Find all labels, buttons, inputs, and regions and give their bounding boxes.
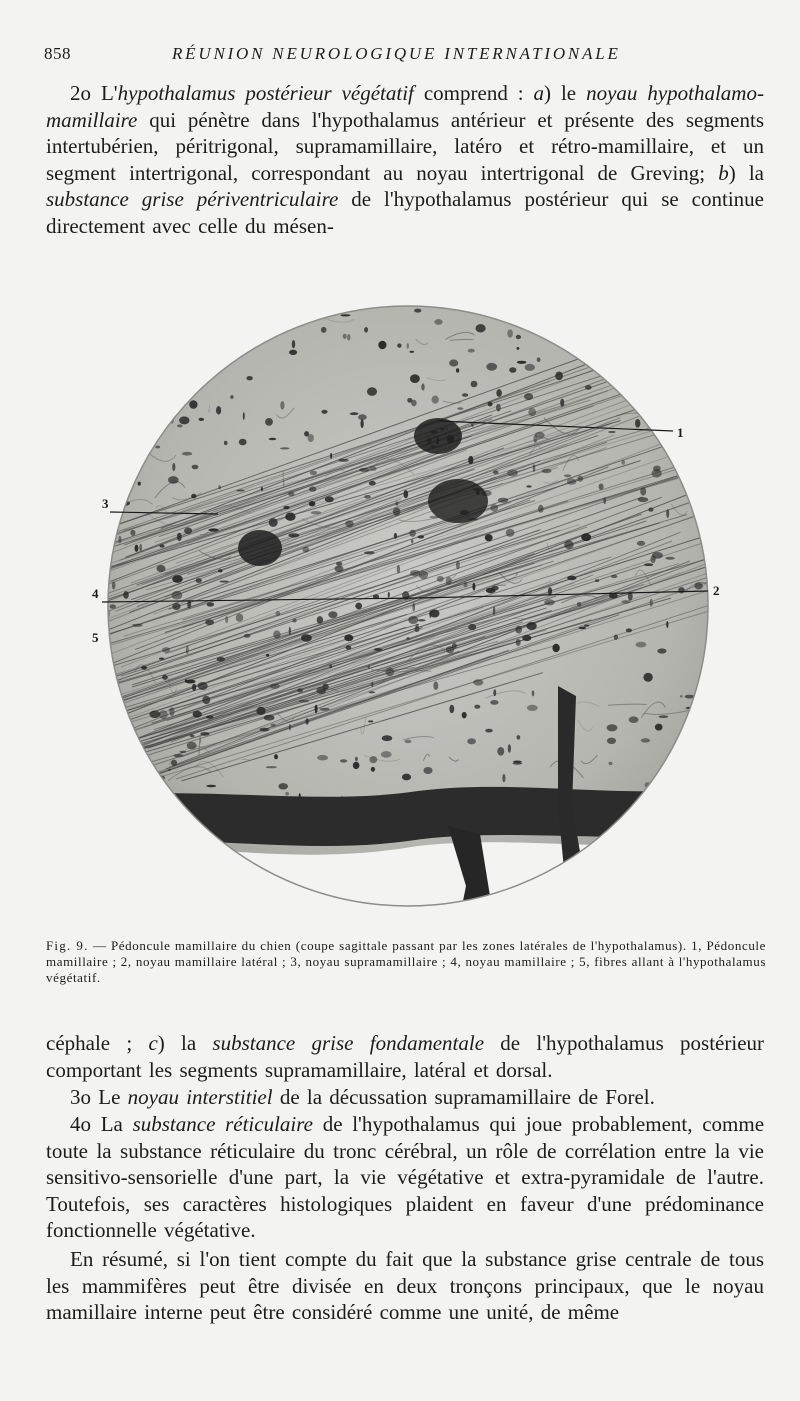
figure-label-4: 4 xyxy=(92,586,99,601)
running-header xyxy=(44,44,764,68)
running-title: RÉUNION NEUROLOGIQUE INTERNATIONALE xyxy=(172,44,621,63)
paragraph-noyau-interstitiel: 3o Le noyau interstitiel de la décussation supramamillaire de Forel. xyxy=(70,1085,655,1109)
paragraph-en-resume: En résumé, si l'on tient compte du fait que la substance grise centrale de tous les mammifères peut être divisée en deux tronçons principaux, que le noyau mamillaire interne peut être considéré comme une unité, de même xyxy=(46,1247,764,1324)
cell-cluster-upper xyxy=(414,418,462,454)
cell-cluster-left xyxy=(238,530,282,566)
cell-cluster-middle xyxy=(428,479,488,523)
paragraph-substance-grise: céphale ; c) la substance grise fondamentale de l'hypothalamus postérieur comportant les segments supramamillaire, latéral et dorsal. xyxy=(46,1031,765,1082)
figure-caption: Fig. 9. — Pédoncule mamillaire du chien (coupe sagittale passant par les zones latérales de l'hypothalamus). 1, Pédoncule mamillaire ; 2, noyau mamillaire latéral ; 3, noyau supramamillaire ; 4, noyau mamillaire ; 5, fibres allant à l'hypothalamus végétatif. xyxy=(46,938,766,985)
lower-white-region xyxy=(88,838,728,926)
paragraph-hypothalamus-posterieur: 2o L'hypothalamus postérieur végétatif comprend : a) le noyau hypothalamo-mamillaire qui pénètre dans l'hypothalamus antérieur et présente des segments intertubérien, péritrigonal, supramamillaire, latéro et rétro-mamillaire, et un segment intertrigonal, correspondant au noyau intertrigonal de Greving; b) la substance grise périventriculaire de l'hypothalamus postérieur qui se continue directement avec celle du mésen- xyxy=(46,81,764,238)
figure-label-5: 5 xyxy=(92,630,99,645)
figure-label-1: 1 xyxy=(677,425,684,440)
paragraph-substance-reticulaire: 4o La substance réticulaire de l'hypothalamus qui joue probablement, comme toute la substance réticulaire du tronc cérébral, un rôle de corrélation entre la vie sensitivo-sensorielle d'une part, la vie végétative et extra-pyramidale de l'autre. Toutefois, ses caractères histologiques plaident en faveur d'une prédominance fonctionnelle végétative. xyxy=(46,1112,765,1242)
figure-label-2: 2 xyxy=(713,583,720,598)
page-number: 858 xyxy=(44,44,71,63)
dark-band xyxy=(88,786,728,846)
figure-micrograph xyxy=(88,286,728,926)
figure-label-3: 3 xyxy=(102,496,109,511)
